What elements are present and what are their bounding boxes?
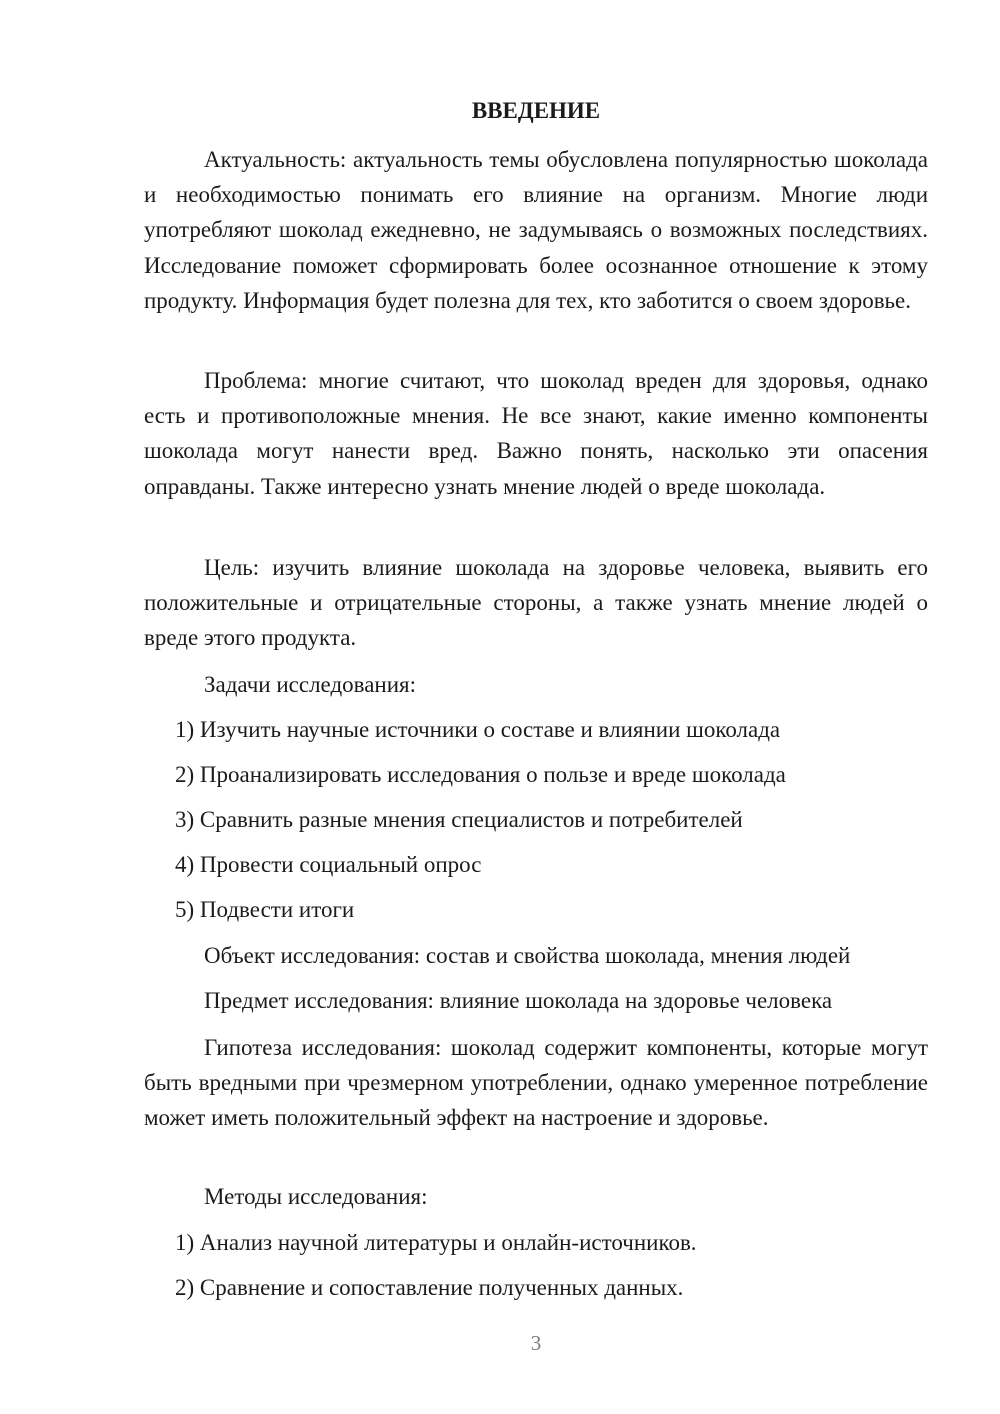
page-number: 3 (530, 1331, 542, 1355)
goal-paragraph: Цель: изучить влияние шоколада на здоровье человека, выявить его положительные и отрицательные стороны, а также узнать мнение людей о вреде этого продукта. (144, 555, 928, 651)
hypothesis-paragraph: Гипотеза исследования: шоколад содержит компоненты, которые могут быть вредными при чрезмерном употреблении, однако умеренное потребление может иметь положительный эффект на настроение и здоровье. (144, 1035, 928, 1131)
problem-paragraph: Проблема: многие считают, что шоколад вреден для здоровья, однако есть и противоположные мнения. Не все знают, какие именно компоненты шоколада могут нанести вред. Важно понять, насколько эти опасения оправданы. Также интересно узнать мнение людей о вреде шоколада. (144, 368, 928, 499)
task-item: 5) Подвести итоги (175, 897, 355, 922)
method-item: 2) Сравнение и сопоставление полученных данных. (175, 1275, 684, 1300)
methods-heading: Методы исследования: (204, 1184, 428, 1209)
section-heading: ВВЕДЕНИЕ (471, 98, 601, 123)
task-item: 2) Проанализировать исследования о пользе и вреде шоколада (175, 762, 786, 787)
method-item: 1) Анализ научной литературы и онлайн-источников. (175, 1230, 697, 1255)
task-item: 4) Провести социальный опрос (175, 852, 482, 877)
task-item: 3) Сравнить разные мнения специалистов и потребителей (175, 807, 743, 832)
object-paragraph: Объект исследования: состав и свойства шоколада, мнения людей (204, 943, 851, 968)
subject-paragraph: Предмет исследования: влияние шоколада на здоровье человека (204, 988, 833, 1013)
relevance-paragraph: Актуальность: актуальность темы обусловлена популярностью шоколада и необходимостью понимать его влияние на организм. Многие люди употребляют шоколад ежедневно, не задумываясь о возможных последствиях. Исследование поможет сформировать более осознанное отношение к этому продукту. Информация будет полезна для тех, кто заботится о своем здоровье. (144, 147, 928, 313)
task-item: 1) Изучить научные источники о составе и влиянии шоколада (175, 717, 781, 742)
tasks-heading: Задачи исследования: (204, 672, 417, 697)
